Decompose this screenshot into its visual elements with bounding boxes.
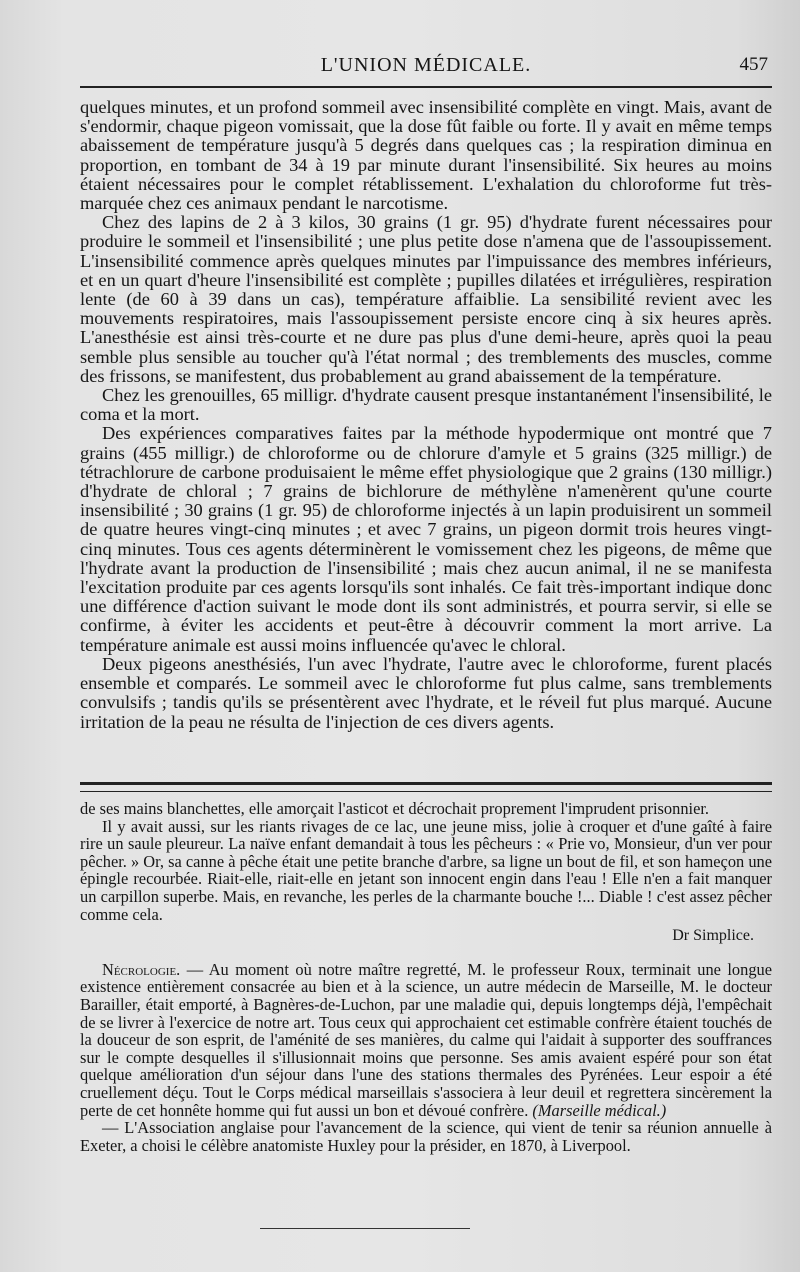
necrologie-label: Nécrologie.	[102, 959, 181, 979]
article-paragraph: Des expériences comparatives faites par la méthode hypodermique ont montré que 7 grains (455 milligr.) de chloroforme ou de chlorure d'amyle et 5 grains (325 milligr.) de tétrachlorure de carbone produisaient le même effet physiologique que 2 grains (130 milligr.) d'hydrate de chloral ; 7 grains de bichlorure de méthylène n'amenèrent qu'une courte insensibilité ; 30 grains (1 gr. 95) de chloroforme injectés à un lapin produisirent un sommeil de quatre heures vingt-cinq minutes ; et avec 7 grains, un pigeon dormit trois heures vingt-cinq minutes. Tous ces agents déterminèrent le vomissement chez les pigeons, de même que l'hydrate avant la production de l'insensibilité ; mais chez aucun animal, il ne se manifesta l'excitation produite par ces agents lorsqu'ils sont inhalés. Ce fait très-important indique donc une différence d'action suivant le mode dont ils sont administrés, et pourra servir, si elle se confirme, à éviter les accidents et peut-être à découvrir comment la mort arrive. La température animale est aussi moins influencée qu'avec le chloral.	[80, 423, 772, 655]
association-paragraph: — L'Association anglaise pour l'avancement de la science, qui vient de tenir sa réunion annuelle à Exeter, a choisi le célèbre anatomiste Huxley pour la présider, en 1870, à Liverpool.	[80, 1118, 772, 1155]
running-title: L'UNION MÉDICALE.	[320, 54, 532, 76]
article-paragraph: quelques minutes, et un profond sommeil avec insensibilité complète en vingt. Mais, avant de s'endormir, chaque pigeon vomissait, que la dose fût faible ou forte. Il y avait en même temps abaissement de température jusqu'à 5 degrés dans quelques cas ; la respiration diminua en proportion, en tombant de 34 à 19 par minute durant l'insensibilité. Six heures au moins étaient nécessaires pour le complet rétablissement. L'exhalation du chloroforme fut très-marquée chez ces animaux pendant le narcotisme.	[80, 97, 772, 214]
feuilleton-section	[80, 800, 772, 1154]
main-article	[80, 98, 772, 732]
article-paragraph: Deux pigeons anesthésiés, l'un avec l'hydrate, l'autre avec le chloroforme, furent placés ensemble et comparés. Le sommeil avec le chloroforme fut plus calme, sans tremblements convulsifs ; tandis qu'ils se présentèrent avec l'hydrate, et le réveil fut plus marqué. Aucune irritation de la peau ne résulta de l'injection de ces divers agents.	[80, 653, 772, 732]
feuilleton-paragraph: Il y avait aussi, sur les riants rivages de ce lac, une jeune miss, jolie à croquer et d'une gaîté à faire rire un saule pleureur. La naïve enfant demandait à tous les pêcheurs : « Prie vo, Monsieur, d'un ver pour pêcher. » Or, sa canne à pêche était une petite branche d'arbre, sa ligne un bout de fil, et son hameçon une épingle recourbée. Riait-elle, riait-elle en jetant son innocent engin dans l'eau ! Elle n'en a fait manquer un carpillon superbe. Mais, en revanche, les perles de la charmante bouche !... Diable ! c'est assez pêcher comme cela.	[80, 816, 772, 924]
feuilleton-separator	[80, 782, 772, 792]
signature: Dr Simplice.	[672, 927, 754, 945]
necrologie-source: (Marseille médical.)	[532, 1100, 667, 1120]
footer-rule	[260, 1228, 470, 1229]
article-paragraph: Chez des lapins de 2 à 3 kilos, 30 grains (1 gr. 95) d'hydrate furent nécessaires pour produire le sommeil et l'insensibilité ; une plus petite dose n'amena que de l'assoupissement. L'insensibilité commence après quelques minutes par l'impuissance des membres inférieurs, et en un quart d'heure l'insensibilité est complète ; pupilles dilatées et irrégulières, respiration lente (de 60 à 39 dans un cas), température affaiblie. La sensibilité revient avec les mouvements respiratoires, mais l'assoupissement persiste encore cinq à six heures après. L'anesthésie est ainsi très-courte et ne dure pas plus d'une demi-heure, après quoi la peau semble plus sensible au toucher qu'à l'état normal ; des tremblements des muscles, comme des frissons, se manifestent, dus probablement au grand abaissement de la température.	[80, 212, 772, 386]
header-rule	[80, 86, 772, 88]
feuilleton-paragraph: de ses mains blanchettes, elle amorçait l'asticot et décrochait proprement l'imprudent prisonnier.	[80, 799, 709, 818]
page-number: 457	[739, 54, 768, 75]
necrologie-paragraph	[80, 961, 772, 1119]
article-paragraph: Chez les grenouilles, 65 milligr. d'hydrate causent presque instantanément l'insensibilité, le coma et la mort.	[80, 385, 772, 425]
page-header	[80, 54, 772, 84]
necrologie-text: — Au moment où notre maître regretté, M. le professeur Roux, terminait une longue existence entièrement consacrée au bien et à la science, un autre médecin de Marseille, M. le docteur Barailler, était emporté, à Bagnères-de-Luchon, par une maladie qui, depuis longtemps déjà, l'empêchait de se livrer à l'exercice de notre art. Tous ceux qui approchaient cet estimable confrère étaient touchés de la douceur de son esprit, de l'aménité de ses manières, du calme qui l'aidait à supporter des souffrances sur le compte desquelles il s'illusionnait moins que personne. Ses amis avaient espéré pour son état quelque amélioration d'un séjour dans l'une des stations thermales des Pyrénées. Leur espoir a été cruellement déçu. Tout le Corps médical marseillais s'associera à leur deuil et regrettera sincèrement la perte de cet honnête homme qui fut aussi un bon et dévoué confrère.	[80, 959, 772, 1120]
